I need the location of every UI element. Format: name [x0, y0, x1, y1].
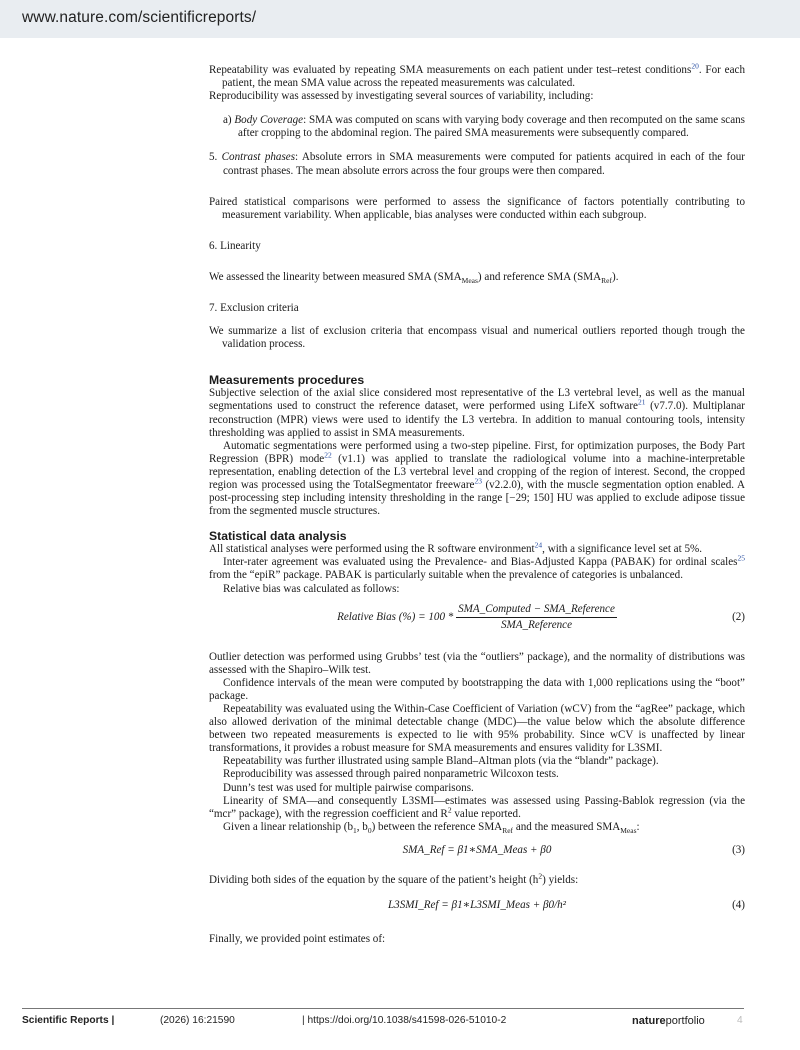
statistics-paragraph-12: Dividing both sides of the equation by the square of the patient’s height $(h^2)$ yields:	[209, 871, 579, 886]
reproducibility-paragraph: Reproducibility was assessed by investigating several sources of variability, including:	[209, 90, 594, 103]
footer-journal: Scientific Reports |	[22, 1015, 115, 1026]
footer-page-number: 4	[737, 1015, 743, 1026]
citation-link[interactable]: 22	[324, 450, 332, 460]
citation-link[interactable]: 25	[737, 553, 745, 563]
linearity-heading: 6. Linearity	[209, 239, 261, 252]
linearity-paragraph: We assessed the linearity between measured SMA $(SMA_{Meas})$ and reference SMA $(SMA_{Ref})$.	[209, 270, 619, 286]
repeatability-paragraph: Repeatability was evaluated by repeating SMA measurements on each patient under test–retest conditions$^{20}$. For each patient, the mean SMA value across the repeated measurements was calculated.	[209, 61, 745, 90]
equation-2: Relative Bias (%) = 100 * $\frac{\text{SMA\_Computed − SMA\_Reference}}{\text{SMA\_Reference}}$ (2)	[337, 602, 745, 631]
footer-brand-logo: natureportfolio	[632, 1015, 705, 1027]
statistics-paragraph-13: Finally, we provided point estimates of:	[209, 933, 386, 946]
citation-link[interactable]: 24	[534, 540, 543, 550]
header-bar	[0, 0, 800, 38]
citation-link[interactable]: 23	[474, 476, 482, 486]
body-coverage-item: a) Body Coverage: SMA was computed on scans with varying body coverage and then recomputed on the same scans after cropping to the abdominal region. The paired SMA measurements were subsequently compared.	[223, 114, 745, 140]
equation-number: (2)	[732, 610, 745, 623]
contrast-phases-item: 5. Contrast phases: Absolute errors in SMA measurements were computed for patients acquired in each of the four contrast phases. The mean absolute errors across the four groups were then compared.	[209, 151, 746, 177]
citation-link[interactable]: 20	[691, 61, 699, 71]
statistics-paragraph-2: Inter-rater agreement was evaluated using the Prevalence- and Bias-Adjusted Kappa (PABAK) for ordinal scales$^{25}$ from the “epiR” package. PABAK is particularly suitable when the prevalence of categories is unbalanced.	[209, 553, 745, 582]
statistics-paragraph-3: Relative bias was calculated as follows:	[223, 582, 400, 595]
statistics-paragraph-8: Reproducibility was assessed through paired nonparametric Wilcoxon tests.	[223, 768, 559, 781]
footer-volume: (2026) 16:21590	[160, 1015, 235, 1026]
measurements-paragraph-2: Automatic segmentations were performed using a two-step pipeline. First, for optimization purposes, the Body Part Regression (BPR) mode$^{22}$ (v1.1) was applied to translate the radiological volume into a machine-interpretable representation, enabling detection of the L3 vertebral level and cropping of the region of interest. Second, the cropped region was processed using the TotalSegmentator freeware$^{23}$ (v2.2.0), with the muscle segmentation option enabled. A post-processing step including intensity thresholding in the range [−29; 150] HU was applied to exclude adipose tissue from the segmented muscle structures.	[209, 439, 745, 518]
footer-divider	[22, 1008, 744, 1009]
measurements-heading: Measurements procedures	[209, 373, 365, 388]
statistics-heading: Statistical data analysis	[209, 529, 347, 544]
statistics-paragraph-7: Repeatability was further illustrated using sample Bland–Altman plots (via the “blandr” package).	[223, 755, 659, 768]
equation-3: SMA_Ref = β1∗SMA_Meas + β0 (3)	[402, 843, 745, 856]
statistics-paragraph-1: All statistical analyses were performed using the R software environment$^{24}$, with a significance level set at 5%.	[209, 540, 703, 556]
statistics-paragraph-9: Dunn’s test was used for multiple pairwise comparisons.	[223, 781, 474, 794]
site-url[interactable]: www.nature.com/scientificreports/	[22, 9, 257, 26]
statistics-paragraph-4: Outlier detection was performed using Grubbs’ test (via the “outliers” package), and the normality of distributions was assessed with the Shapiro–Wilk test.	[209, 650, 745, 676]
exclusion-heading: 7. Exclusion criteria	[209, 302, 299, 315]
citation-link[interactable]: 21	[637, 397, 646, 407]
article-body	[209, 61, 746, 946]
equation-number: (4)	[732, 899, 745, 912]
statistics-paragraph-10: Linearity of SMA—and consequently L3SMI—estimates was assessed using Passing-Bablok regression (via the “mcr” package), with the regression coefficient and $R^2$ value reported.	[209, 794, 745, 820]
equation-number: (3)	[732, 843, 745, 856]
statistics-paragraph-5: Confidence intervals of the mean were computed by bootstrapping the data with 1,000 replications using the “boot” package.	[209, 676, 745, 702]
statistics-paragraph-11: Given a linear relationship ($b_1$, $b_0$) between the reference $SMA_{Ref}$ and the measured $SMA_{Meas}$:	[223, 820, 640, 836]
measurements-paragraph-1: Subjective selection of the axial slice considered most representative of the L3 vertebral level, as well as the manual segmentations used to construct the reference dataset, were performed using LifeX software$^{21}$ (v7.7.0). Multiplanar reconstruction (MPR) views were used to identify the L3 vertebra. In addition to manual contouring tools, intensity thresholding was applied to assist in SMA measurements.	[209, 387, 745, 439]
equation-4: L3SMI_Ref = β1∗L3SMI_Meas + β0/h² (4)	[387, 899, 745, 912]
exclusion-paragraph: We summarize a list of exclusion criteria that encompass visual and numerical outliers reported though trough the validation process.	[209, 325, 745, 351]
paired-comparisons-paragraph: Paired statistical comparisons were performed to assess the significance of factors potentially contributing to measurement variability. When applicable, bias analyses were conducted within each subgroup.	[209, 195, 745, 221]
statistics-paragraph-6: Repeatability was evaluated using the Within-Case Coefficient of Variation (wCV) from the “agRee” package, which also allowed derivation of the minimal detectable change (MDC)—the value below which the absolute difference between two repeated measurements is expected to lie with 95% probability. Since wCV is unaffected by linear transformations, it provides a robust measure for SMA measurements and ensures validity for L3SMI.	[209, 703, 745, 755]
footer-doi-link[interactable]: | https://doi.org/10.1038/s41598-026-51010-2	[302, 1015, 507, 1026]
